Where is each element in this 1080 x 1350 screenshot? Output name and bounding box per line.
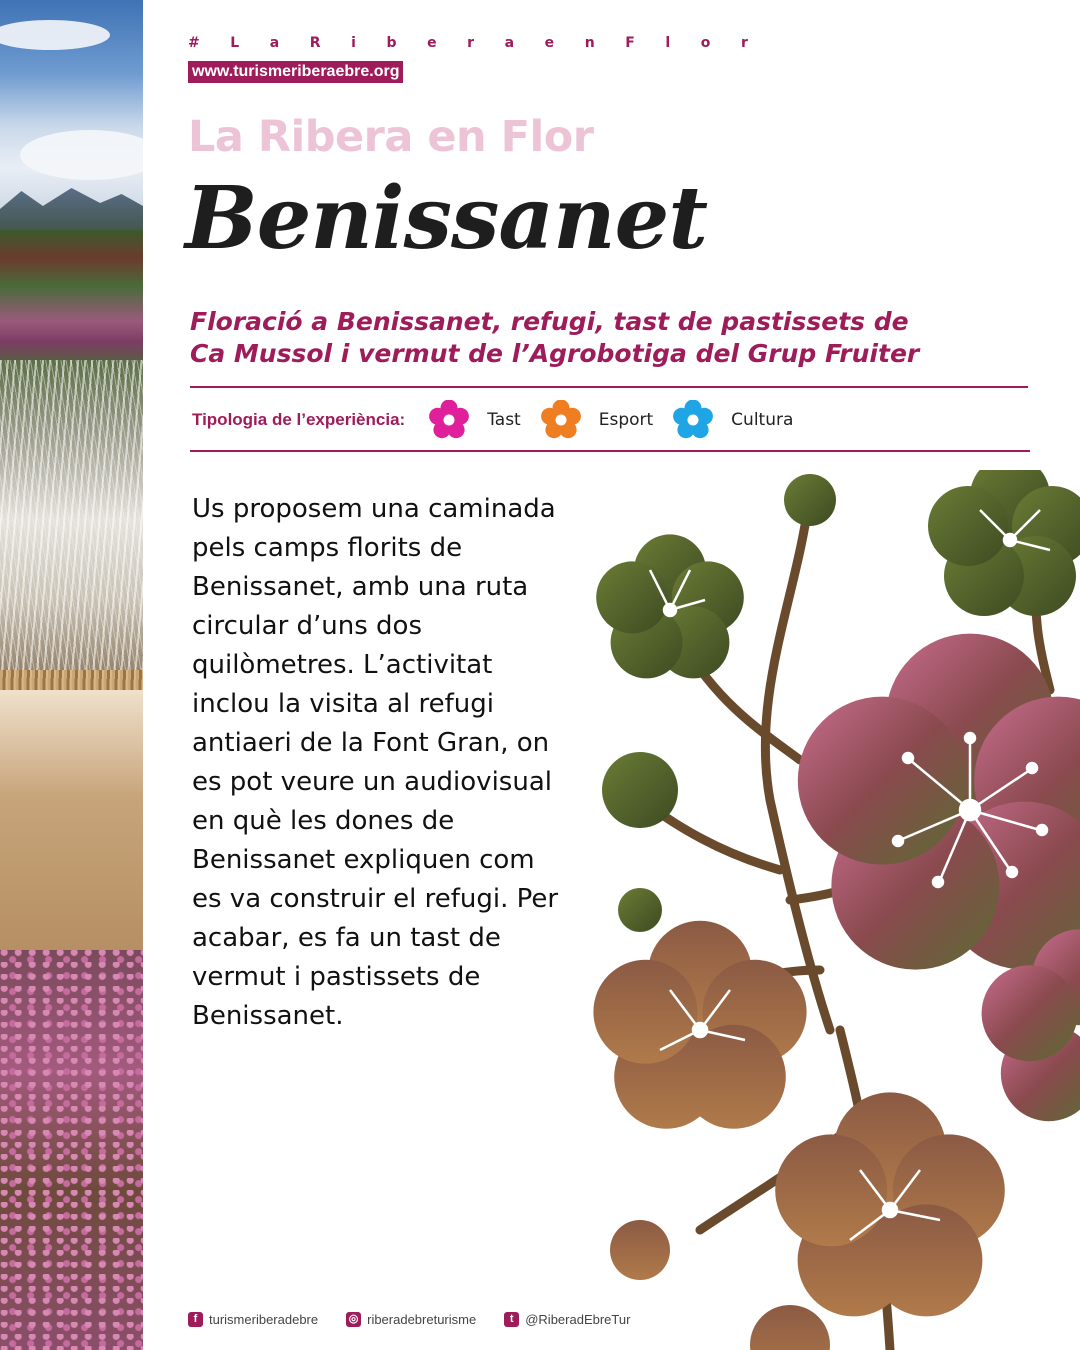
hashtag-letter: L [230,35,240,51]
white-blossom-trees [0,360,143,680]
divider-bottom [190,450,1030,452]
hashtag-letter: r [467,35,475,51]
hashtag-letter: R [309,35,321,51]
facebook-handle: turismeriberadebre [209,1311,319,1327]
page-title: Benissanet [185,168,708,269]
typology-tast [429,400,521,440]
social-footer [188,1310,658,1328]
blooming-fields [0,230,143,370]
twitter-handle: @RiberadEbreTur [525,1311,631,1327]
stone-house [0,690,143,960]
hashtag-letter: a [269,35,280,51]
typology-esport-label: Esport [598,410,654,430]
landscape-photo-strip [0,0,143,1350]
tagline [190,306,1010,370]
tagline-line-1: Floració a Benissanet, refugi, tast de pastissets de [190,307,909,336]
typology-tast-label: Tast [487,410,521,430]
tagline-line-2: Ca Mussol i vermut de l’Agrobotiga del Grup Fruiter [190,339,920,368]
hashtag-letter: a [504,35,515,51]
hashtag-letter: b [386,35,397,51]
hashtag-letter: F [625,35,635,51]
twitter-link[interactable] [504,1312,630,1327]
typology-label: Tipologia de l’experiència: [192,410,406,429]
hashtag-letter: e [544,35,555,51]
typology-row [192,401,813,439]
hashtag-letter: l [665,35,671,51]
page-subtitle: La Ribera en Flor [188,112,594,162]
hashtag-letter: # [188,35,200,51]
hashtag-letter: i [351,35,356,51]
website-link[interactable]: www.turismeriberaebre.org [188,61,403,83]
hashtag [188,35,748,51]
facebook-icon: f [188,1312,203,1327]
flower-icon [429,400,469,440]
blossom-illustration [560,470,1080,1350]
typology-esport [541,400,653,440]
divider-top [190,386,1028,388]
instagram-link[interactable] [346,1312,476,1327]
hashtag-letter: n [584,35,595,51]
typology-cultura [673,400,793,440]
hashtag-letter: e [427,35,437,51]
flower-icon [673,400,713,440]
instagram-icon: ◎ [346,1312,361,1327]
instagram-handle: riberadebreturisme [367,1311,477,1327]
typology-cultura-label: Cultura [731,410,794,430]
description-text: Us proposem una caminada pels camps florits de Benissanet, amb una ruta circular d’uns dos quilòmetres. L’activitat inclou la visita al refugi antiaeri de la Font Gran, on es pot veure un audiovisual en què les dones de Benissanet expliquen com es va construir el refugi. Per acabar, es fa un tast de vermut i pastissets de Benissanet. [192,494,559,1031]
facebook-link[interactable] [188,1312,318,1327]
twitter-icon: t [504,1312,519,1327]
hashtag-letter: r [740,35,748,51]
flower-icon [541,400,581,440]
pink-blossoms [0,950,143,1350]
hashtag-letter: o [700,35,711,51]
